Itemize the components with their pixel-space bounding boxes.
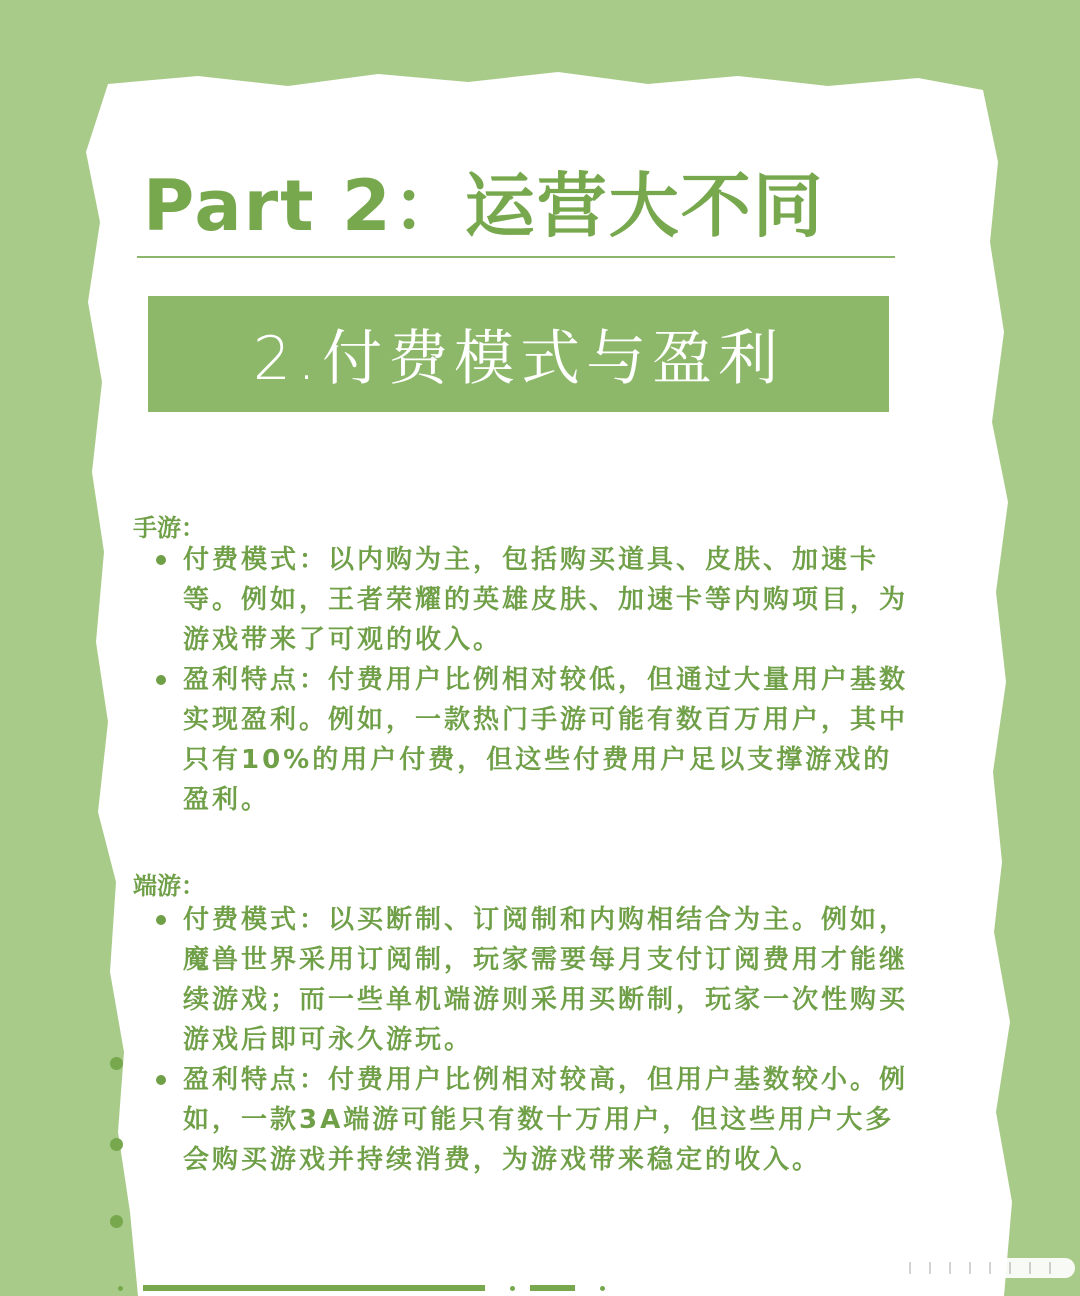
page-scroll-indicator[interactable]	[895, 1258, 1075, 1278]
list-item: 盈利特点：付费用户比例相对较高，但用户基数较小。例如，一款3A端游可能只有数十万用户，但这些用户大多会购买游戏并持续消费，为游戏带来稳定的收入。	[150, 1060, 910, 1180]
bullet-icon	[156, 675, 166, 685]
scroll-tick	[1009, 1262, 1011, 1274]
title-divider	[137, 256, 895, 258]
scroll-tick	[1029, 1262, 1031, 1274]
scroll-tick	[989, 1262, 991, 1274]
scroll-tick	[929, 1262, 931, 1274]
list-item: 付费模式：以买断制、订阅制和内购相结合为主。例如，魔兽世界采用订阅制，玩家需要每月支付订阅费用才能继续游戏；而一些单机端游则采用买断制，玩家一次性购买游戏后即可永久游玩。	[150, 900, 910, 1060]
decor-dot	[600, 1286, 605, 1291]
banner-text: 2.付费模式与盈利	[252, 324, 785, 394]
decor-dot	[510, 1286, 515, 1291]
decor-dot	[118, 1286, 123, 1291]
scroll-tick	[969, 1262, 971, 1274]
bullet-icon	[156, 915, 166, 925]
mobile-heading: 手游：	[133, 514, 205, 542]
bullet-icon	[156, 1075, 166, 1085]
list-item: 盈利特点：付费用户比例相对较低，但通过大量用户基数实现盈利。例如，一款热门手游可能有数百万用户，其中只有10%的用户付费，但这些付费用户足以支撑游戏的盈利。	[150, 660, 910, 820]
list-item: 付费模式：以内购为主，包括购买道具、皮肤、加速卡等。例如，王者荣耀的英雄皮肤、加速卡等内购项目，为游戏带来了可观的收入。	[150, 540, 910, 660]
decor-bar	[530, 1285, 575, 1291]
decor-dot	[110, 1215, 123, 1228]
scroll-tick	[909, 1262, 911, 1274]
scroll-tick	[949, 1262, 951, 1274]
scroll-tick	[1049, 1262, 1051, 1274]
pc-list	[150, 900, 910, 1180]
decor-dot	[110, 1138, 123, 1151]
decor-bar	[143, 1285, 485, 1291]
bullet-icon	[156, 555, 166, 565]
section-banner	[148, 296, 889, 412]
mobile-list	[150, 540, 910, 820]
pc-heading: 端游：	[133, 872, 205, 900]
page-title: Part 2：运营大不同	[143, 165, 825, 247]
decor-dot	[110, 1057, 123, 1070]
